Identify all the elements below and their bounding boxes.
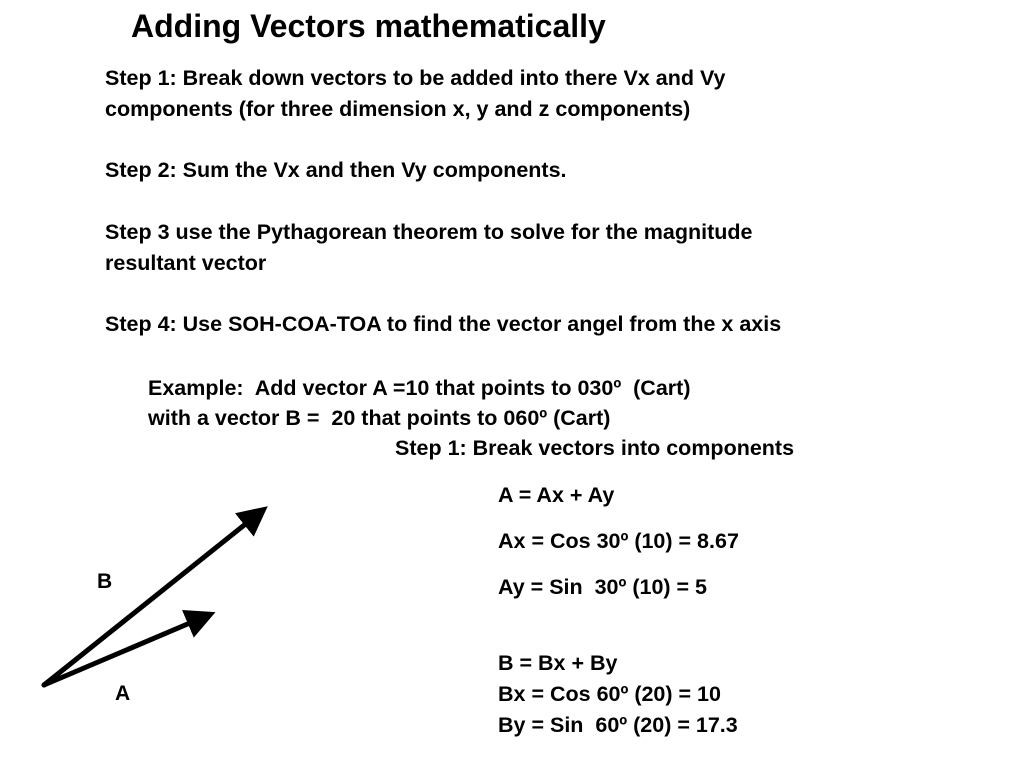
example-line-1: Example: Add vector A =10 that points to 030º (Cart) bbox=[148, 376, 691, 400]
calc-b-y: By = Sin 60º (20) = 17.3 bbox=[498, 713, 738, 737]
vector-b-arrow bbox=[44, 514, 258, 685]
calc-a-y: Ay = Sin 30º (10) = 5 bbox=[498, 575, 708, 599]
slide-title: Adding Vectors mathematically bbox=[131, 8, 606, 44]
example-subhead: Step 1: Break vectors into components bbox=[395, 436, 795, 460]
vector-a-arrow bbox=[44, 617, 204, 685]
step-1-line-1: Step 1: Break down vectors to be added into there Vx and Vy bbox=[105, 66, 726, 90]
calc-b-x: Bx = Cos 60º (20) = 10 bbox=[498, 682, 721, 706]
calc-a-x: Ax = Cos 30º (10) = 8.67 bbox=[498, 529, 739, 553]
step-3-line-2: resultant vector bbox=[105, 251, 267, 275]
calc-b-sum: B = Bx + By bbox=[498, 651, 618, 675]
example-line-2: with a vector B = 20 that points to 060º (Cart) bbox=[148, 406, 611, 430]
step-4: Step 4: Use SOH-COA-TOA to find the vector angel from the x axis bbox=[105, 312, 782, 336]
vector-b-label: B bbox=[97, 570, 113, 593]
vector-a-label: A bbox=[115, 682, 131, 705]
step-1-line-2: components (for three dimension x, y and z components) bbox=[105, 97, 691, 121]
step-3-line-1: Step 3 use the Pythagorean theorem to solve for the magnitude bbox=[105, 220, 753, 244]
calc-a-sum: A = Ax + Ay bbox=[498, 483, 615, 507]
step-2: Step 2: Sum the Vx and then Vy components. bbox=[105, 158, 567, 182]
